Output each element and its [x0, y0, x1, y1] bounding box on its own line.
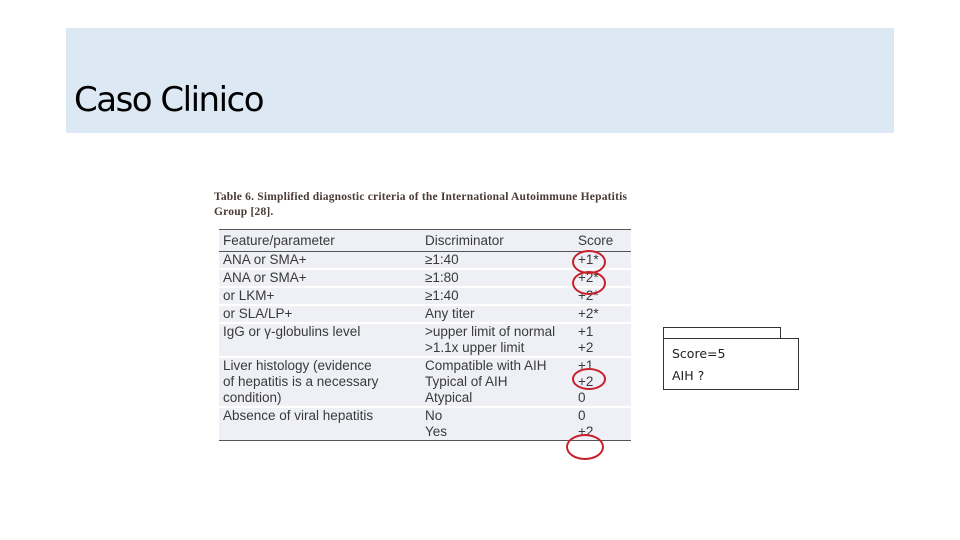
header-score: Score — [574, 230, 631, 252]
cell-discriminator — [421, 287, 574, 305]
title-band — [66, 28, 894, 133]
cell-discriminator — [421, 323, 574, 357]
cell-feature — [219, 407, 421, 441]
cell-discriminator-line: Yes — [425, 424, 448, 439]
cell-score-line: +1 — [578, 358, 594, 373]
table-row — [219, 252, 631, 270]
cell-feature-line: or SLA/LP+ — [223, 306, 293, 321]
cell-discriminator — [421, 305, 574, 323]
cell-discriminator — [421, 269, 574, 287]
cell-feature — [219, 357, 421, 407]
table-row — [219, 323, 631, 357]
cell-discriminator-line: ≥1:80 — [425, 270, 459, 285]
cell-feature-line: IgG or γ-globulins level — [223, 324, 361, 339]
cell-feature-line: Absence of viral hepatitis — [223, 408, 374, 423]
cell-feature — [219, 305, 421, 323]
cell-score-line: +2* — [578, 270, 599, 285]
cell-discriminator-line: Compatible with AIH — [425, 358, 547, 373]
cell-discriminator — [421, 252, 574, 270]
score-label: Score=5 — [672, 346, 726, 361]
cell-score-line: +2 — [578, 424, 594, 439]
cell-score-line: +2 — [578, 340, 594, 355]
cell-score-line: +1 — [578, 324, 594, 339]
cell-feature-line: or LKM+ — [223, 288, 275, 303]
cell-feature — [219, 252, 421, 270]
cell-score-line: +2* — [578, 306, 599, 321]
table-row — [219, 305, 631, 323]
table-row — [219, 407, 631, 441]
slide-title: Caso Clinico — [74, 80, 264, 120]
table-body — [219, 252, 631, 441]
score-circle — [572, 271, 606, 295]
score-box — [663, 338, 799, 390]
table-row — [219, 269, 631, 287]
cell-discriminator-line: ≥1:40 — [425, 288, 459, 303]
table-caption: Table 6. Simplified diagnostic criteria of the International Autoimmune Hepatitis Group [28]. — [214, 191, 628, 218]
cell-discriminator-line: No — [425, 408, 443, 423]
cell-feature-line: ANA or SMA+ — [223, 252, 307, 267]
cell-score — [574, 323, 631, 357]
criteria-table — [219, 229, 631, 441]
cell-score-line: 0 — [578, 390, 586, 405]
cell-discriminator-line: Atypical — [425, 390, 473, 405]
cell-discriminator — [421, 357, 574, 407]
question-label: AIH ? — [672, 368, 705, 383]
cell-discriminator-line: ≥1:40 — [425, 252, 459, 267]
header-discriminator: Discriminator — [421, 230, 574, 252]
cell-discriminator — [421, 407, 574, 441]
score-circle — [572, 368, 606, 390]
cell-score-line: 0 — [578, 408, 586, 423]
cell-feature — [219, 287, 421, 305]
cell-score-line: +2* — [578, 288, 599, 303]
cell-feature — [219, 323, 421, 357]
cell-score-line: +1* — [578, 252, 599, 267]
cell-feature-line: of hepatitis is a necessary — [223, 374, 379, 389]
score-circle — [566, 434, 604, 460]
criteria-figure — [214, 190, 638, 460]
cell-feature-line: ANA or SMA+ — [223, 270, 307, 285]
cell-feature-line: Liver histology (evidence — [223, 358, 372, 373]
table-row — [219, 287, 631, 305]
header-feature: Feature/parameter — [219, 230, 421, 252]
cell-feature — [219, 269, 421, 287]
table-header-row — [219, 230, 631, 252]
cell-discriminator-line: >1.1x upper limit — [425, 340, 525, 355]
cell-discriminator-line: Any titer — [425, 306, 475, 321]
table-row — [219, 357, 631, 407]
cell-score-line: +2 — [578, 374, 594, 389]
cell-feature-line: condition) — [223, 390, 282, 405]
cell-discriminator-line: Typical of AIH — [425, 374, 508, 389]
cell-score — [574, 305, 631, 323]
cell-discriminator-line: >upper limit of normal — [425, 324, 556, 339]
